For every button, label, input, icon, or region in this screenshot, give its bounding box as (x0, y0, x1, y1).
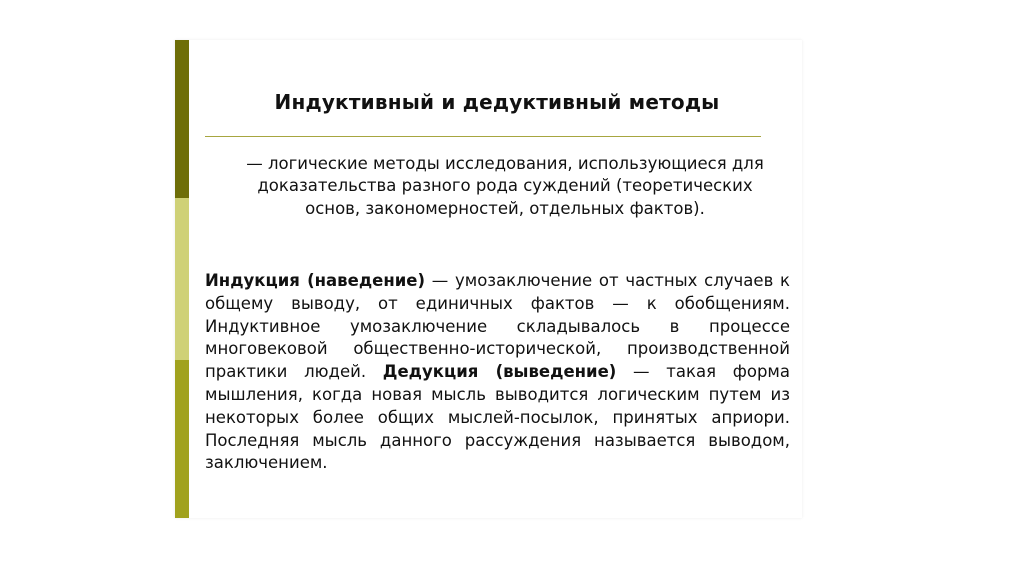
induction-term: Индукция (наведение) (205, 271, 426, 290)
accent-segment-light (175, 198, 189, 360)
body-paragraph (205, 270, 790, 475)
deduction-text: — такая форма мышления, когда новая мысль выводится логическим путем из некоторых более общих мыслей-посылок, принятых априори. Последняя мысль данного рассуждения называется выводом, заключением. (205, 362, 790, 473)
title-divider (205, 136, 761, 137)
slide (175, 40, 802, 518)
induction-text: — умозаключение от частных случаев к общему выводу, от единичных фактов — к обобщениям. Индуктивное умозаключение складывалось в процессе многовековой общественно-исторической, производственной практики людей. (205, 271, 790, 382)
slide-title: Индуктивный и дедуктивный методы (274, 90, 720, 114)
accent-bar (175, 40, 189, 518)
accent-segment-mid (175, 360, 189, 518)
deduction-term: Дедукция (выведение) (382, 362, 617, 382)
definition-text: — логические методы исследования, использующиеся для доказательства разного рода суждений (теоретических основ, закономерностей, отдельных фактов). (246, 154, 764, 218)
accent-segment-dark (175, 40, 189, 198)
